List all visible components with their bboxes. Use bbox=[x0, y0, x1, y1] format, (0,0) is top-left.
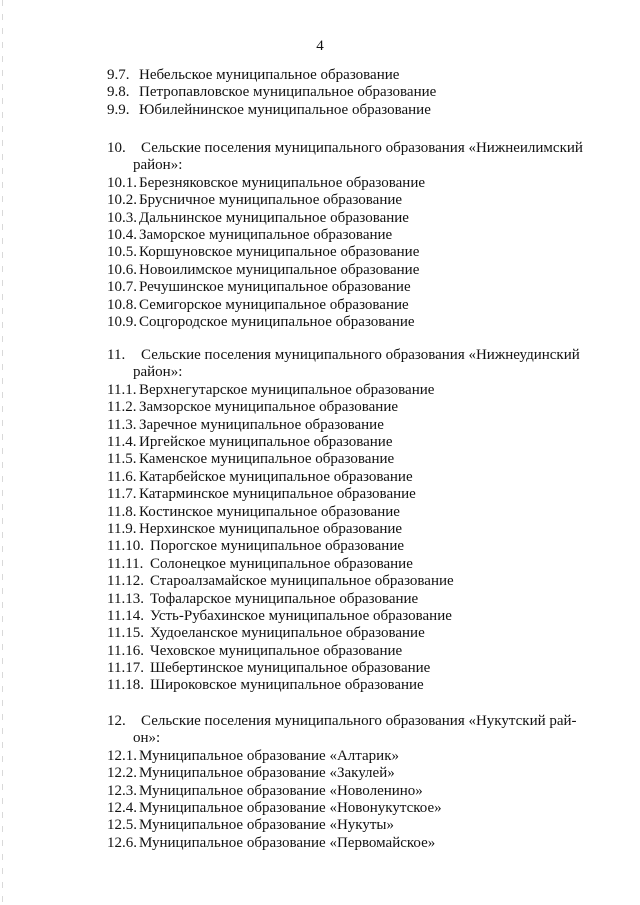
item-number: 10.5. bbox=[107, 244, 137, 261]
list-item bbox=[107, 817, 595, 834]
item-text: Новоилимское муниципальное образование bbox=[139, 261, 420, 278]
item-number: 11.7. bbox=[107, 486, 137, 503]
list-item bbox=[107, 573, 595, 590]
section-number: 11. bbox=[107, 347, 126, 363]
item-text: Муниципальное образование «Закулей» bbox=[139, 765, 395, 782]
item-number: 11.17. bbox=[107, 660, 144, 677]
section-number: 12. bbox=[107, 713, 126, 729]
item-number: 11.4. bbox=[107, 433, 137, 450]
item-number: 11.13. bbox=[107, 590, 144, 607]
item-text: Брусничное муниципальное образование bbox=[139, 192, 403, 209]
item-number: 10.2. bbox=[107, 192, 137, 209]
item-text: Тофаларское муниципальное образование bbox=[150, 590, 419, 607]
page-number: 4 bbox=[316, 38, 324, 54]
section-number: 10. bbox=[107, 140, 126, 156]
item-number: 10.8. bbox=[107, 296, 137, 313]
item-number: 10.4. bbox=[107, 226, 137, 243]
item-number: 11.11. bbox=[107, 555, 144, 572]
list-item bbox=[107, 244, 595, 261]
section-title-continuation: район»: bbox=[133, 157, 183, 174]
item-number: 9.7. bbox=[107, 67, 130, 83]
section-11 bbox=[107, 347, 595, 695]
list-item bbox=[107, 175, 595, 192]
list-item bbox=[107, 765, 595, 782]
list-item bbox=[107, 451, 595, 468]
item-text: Речушинское муниципальное образование bbox=[139, 279, 411, 296]
list-item bbox=[107, 748, 595, 765]
list-item bbox=[107, 835, 595, 852]
item-text: Муниципальное образование «Алтарик» bbox=[139, 747, 399, 764]
item-text: Муниципальное образование «Первомайское» bbox=[139, 834, 436, 851]
item-text: Муниципальное образование «Новонукутское» bbox=[139, 799, 442, 816]
section-title-continuation: район»: bbox=[133, 364, 183, 381]
item-number: 11.9. bbox=[107, 520, 137, 537]
item-number: 10.9. bbox=[107, 313, 137, 330]
item-text: Широковское муниципальное образование bbox=[150, 677, 424, 694]
list-item bbox=[107, 486, 595, 503]
list-item bbox=[107, 660, 595, 677]
item-text: Катарминское муниципальное образование bbox=[139, 486, 416, 503]
item-text: Чеховское муниципальное образование bbox=[150, 642, 403, 659]
list-item bbox=[107, 783, 595, 800]
list-item bbox=[107, 608, 595, 625]
section-heading bbox=[107, 140, 595, 175]
list-item bbox=[107, 521, 595, 538]
item-text: Березняковское муниципальное образование bbox=[139, 174, 426, 191]
list-item bbox=[107, 538, 595, 555]
item-number: 11.16. bbox=[107, 642, 144, 659]
item-text: Иргейское муниципальное образование bbox=[139, 433, 393, 450]
item-text: Староалзамайское муниципальное образование bbox=[150, 573, 454, 590]
item-text: Худоеланское муниципальное образование bbox=[150, 625, 425, 642]
scan-edge-mark bbox=[2, 0, 3, 905]
list-item bbox=[107, 643, 595, 660]
item-number: 11.10. bbox=[107, 538, 144, 555]
item-text: Верхнегутарское муниципальное образование bbox=[139, 381, 435, 398]
item-text: Небельское муниципальное образование bbox=[139, 67, 400, 83]
item-number: 11.1. bbox=[107, 381, 137, 398]
list-item bbox=[107, 469, 595, 486]
item-text: Катарбейское муниципальное образование bbox=[139, 468, 413, 485]
list-item bbox=[107, 417, 595, 434]
item-number: 11.15. bbox=[107, 625, 144, 642]
item-text: Каменское муниципальное образование bbox=[139, 451, 395, 468]
item-number: 11.18. bbox=[107, 677, 144, 694]
item-text: Костинское муниципальное образование bbox=[139, 503, 400, 520]
list-item bbox=[107, 591, 595, 608]
item-number: 10.7. bbox=[107, 279, 137, 296]
section-12 bbox=[107, 713, 595, 852]
item-text: Дальнинское муниципальное образование bbox=[139, 209, 409, 226]
item-number: 10.3. bbox=[107, 209, 137, 226]
item-text: Замзорское муниципальное образование bbox=[139, 399, 399, 416]
item-number: 12.3. bbox=[107, 782, 137, 799]
item-text: Коршуновское муниципальное образование bbox=[139, 244, 420, 261]
item-number: 11.14. bbox=[107, 607, 144, 624]
item-text: Заречное муниципальное образование bbox=[139, 416, 384, 433]
item-text: Нерхинское муниципальное образование bbox=[139, 520, 403, 537]
item-text: Порогское муниципальное образование bbox=[150, 538, 405, 555]
list-item bbox=[107, 279, 595, 296]
item-number: 11.3. bbox=[107, 416, 137, 433]
section-title-continuation: он»: bbox=[133, 730, 161, 747]
section-title: Сельские поселения муниципального образования «Нижнеилимский bbox=[141, 140, 583, 156]
item-number: 11.8. bbox=[107, 503, 137, 520]
item-number: 12.1. bbox=[107, 747, 137, 764]
item-text: Петропавловское муниципальное образование bbox=[139, 84, 437, 101]
list-item bbox=[107, 434, 595, 451]
list-item bbox=[107, 210, 595, 227]
list-item bbox=[107, 297, 595, 314]
list-item bbox=[107, 102, 595, 119]
item-number: 9.8. bbox=[107, 84, 130, 101]
item-text: Солонецкое муниципальное образование bbox=[150, 555, 413, 572]
item-text: Муниципальное образование «Новоленино» bbox=[139, 782, 423, 799]
item-text: Усть-Рубахинское муниципальное образование bbox=[150, 607, 452, 624]
item-number: 12.2. bbox=[107, 765, 137, 782]
item-number: 11.5. bbox=[107, 451, 137, 468]
list-item bbox=[107, 800, 595, 817]
item-number: 12.6. bbox=[107, 834, 137, 851]
item-text: Муниципальное образование «Нукуты» bbox=[139, 817, 395, 834]
item-number: 11.6. bbox=[107, 468, 137, 485]
item-text: Шебертинское муниципальное образование bbox=[150, 660, 431, 677]
item-text: Заморское муниципальное образование bbox=[139, 226, 393, 243]
section-title: Сельские поселения муниципального образования «Нижнеудинский bbox=[141, 347, 580, 363]
list-item bbox=[107, 382, 595, 399]
list-item bbox=[107, 314, 595, 331]
section-heading bbox=[107, 713, 595, 748]
item-number: 11.2. bbox=[107, 399, 137, 416]
list-item bbox=[107, 625, 595, 642]
list-item bbox=[107, 67, 595, 84]
list-item bbox=[107, 192, 595, 209]
list-item bbox=[107, 227, 595, 244]
item-text: Юбилейнинское муниципальное образование bbox=[139, 101, 431, 118]
top-list bbox=[107, 67, 595, 119]
item-number: 11.12. bbox=[107, 573, 144, 590]
section-heading bbox=[107, 347, 595, 382]
list-item bbox=[107, 504, 595, 521]
item-number: 12.5. bbox=[107, 817, 137, 834]
section-10 bbox=[107, 140, 595, 331]
item-number: 12.4. bbox=[107, 799, 137, 816]
item-number: 10.6. bbox=[107, 261, 137, 278]
item-text: Семигорское муниципальное образование bbox=[139, 296, 409, 313]
item-number: 9.9. bbox=[107, 101, 130, 118]
list-item bbox=[107, 399, 595, 416]
list-item bbox=[107, 84, 595, 101]
item-number: 10.1. bbox=[107, 174, 137, 191]
list-item bbox=[107, 556, 595, 573]
item-text: Соцгородское муниципальное образование bbox=[139, 313, 415, 330]
section-title: Сельские поселения муниципального образования «Нукутский рай- bbox=[141, 713, 577, 729]
list-item bbox=[107, 262, 595, 279]
list-item bbox=[107, 677, 595, 694]
